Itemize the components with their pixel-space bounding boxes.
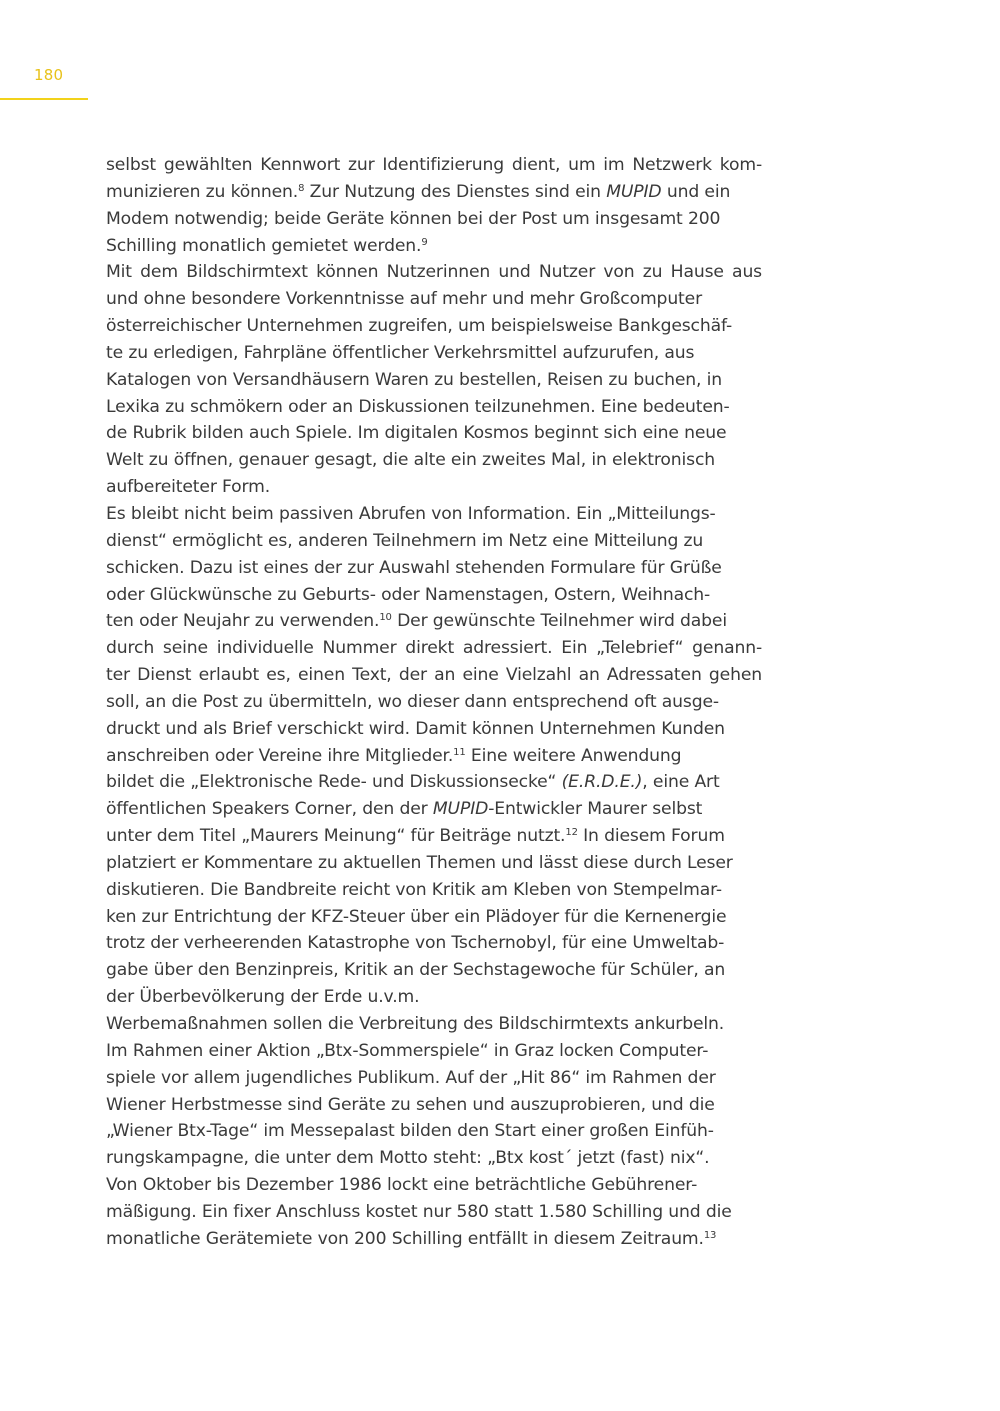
text-segment: und ein [661,181,731,202]
footnote-marker: 10 [379,612,392,624]
text-line [106,233,762,260]
footnote-marker: 9 [421,236,428,248]
text-segment: Der gewünschte Teilnehmer wird dabei [391,611,727,632]
italic-term: MUPID [606,181,662,202]
text-line: Es bleibt nicht beim passiven Abrufen von Information. Ein „Mitteilungs- [106,503,716,524]
text-line: te zu erledigen, Fahrpläne öffentlicher Verkehrsmittel aufzurufen, aus [106,342,695,363]
text-line: gabe über den Benzinpreis, Kritik an der Sechstagewoche für Schüler, an [106,960,726,981]
text-line: Katalogen von Versandhäusern Waren zu bestellen, Reisen zu buchen, in [106,369,723,390]
text-line: rungskampagne, die unter dem Motto steht: „Btx kost´ jetzt (fast) nix“. [106,1148,710,1169]
text-segment: bildet die „Elektronische Rede- und Diskussionsecke“ [106,772,562,793]
text-line: aufbereiteter Form. [106,477,271,498]
text-segment: öffentlichen Speakers Corner, den der [106,799,433,820]
footnote-marker: 12 [565,827,578,839]
footnote-marker: 8 [298,182,305,194]
text-line [106,823,762,850]
italic-term: MUPID [432,799,489,820]
footnote-marker: 11 [453,746,466,758]
text-line [106,743,762,770]
text-line: der Überbevölkerung der Erde u.v.m. [106,987,420,1008]
text-line: Modem notwendig; beide Geräte können bei der Post um insgesamt 200 [106,208,721,229]
text-line: Von Oktober bis Dezember 1986 lockt eine beträchtliche Gebührener- [106,1175,698,1196]
body-text [106,152,762,1253]
text-line: trotz der verheerenden Katastrophe von Tschernobyl, für eine Umweltab- [106,933,725,954]
italic-term: (E.R.D.E.) [561,772,643,793]
text-line: Lexika zu schmökern oder an Diskussionen teilzunehmen. Eine bedeuten- [106,396,730,417]
text-line: Mit dem Bildschirmtext können Nutzerinnen und Nutzer von zu Hause aus [106,262,762,283]
text-line: Werbemaßnahmen sollen die Verbreitung des Bildschirmtexts ankurbeln. [106,1014,725,1034]
text-line [106,769,762,796]
text-line: österreichischer Unternehmen zugreifen, um beispielsweise Bankgeschäf- [106,316,732,337]
text-segment: , eine Art [642,772,720,793]
page-number: 180 [34,66,64,84]
text-line: platziert er Kommentare zu aktuellen Themen und lässt diese durch Leser [106,852,733,873]
text-segment: Eine weitere Anwendung [465,745,682,766]
text-line: „Wiener Btx-Tage“ im Messepalast bilden den Start einer großen Einfüh- [106,1121,714,1142]
text-segment: unter dem Titel „Maurers Meinung“ für Beiträge nutzt. [106,826,566,847]
text-segment: anschreiben oder Vereine ihre Mitglieder. [106,745,454,766]
text-line: soll, an die Post zu übermitteln, wo dieser dann entsprechend oft ausge- [106,691,719,712]
text-line: selbst gewählten Kennwort zur Identifizierung dient, um im Netzwerk kom- [106,155,762,175]
text-line [106,608,762,635]
text-segment: -Entwickler Maurer selbst [488,799,703,820]
text-line: Welt zu öffnen, genauer gesagt, die alte ein zweites Mal, in elektronisch [106,450,715,471]
text-line [106,1226,762,1253]
text-line: ter Dienst erlaubt es, einen Text, der an eine Vielzahl an Adressaten gehen [106,665,762,686]
footnote-marker: 13 [703,1229,717,1241]
text-segment: Schilling monatlich gemietet werden. [106,235,422,256]
text-line: mäßigung. Ein fixer Anschluss kostet nur 580 statt 1.580 Schilling und die [106,1201,732,1222]
text-line: schicken. Dazu ist eines der zur Auswahl stehenden Formulare für Grüße [106,557,722,578]
text-line: Im Rahmen einer Aktion „Btx-Sommerspiele“ in Graz locken Computer- [106,1040,709,1061]
text-line: oder Glückwünsche zu Geburts- oder Namenstagen, Ostern, Weihnach- [106,584,711,605]
text-line: diskutieren. Die Bandbreite reicht von Kritik am Kleben von Stempelmar- [106,879,722,900]
text-segment: monatliche Gerätemiete von 200 Schilling entfällt in diesem Zeitraum. [106,1228,704,1249]
text-segment: ten oder Neujahr zu verwenden. [106,611,380,632]
text-segment: In diesem Forum [577,826,725,847]
text-line: durch seine individuelle Nummer direkt adressiert. Ein „Telebrief“ genann- [106,638,762,659]
text-line [106,179,762,206]
text-segment: Zur Nutzung des Dienstes sind ein [304,181,607,202]
text-line: spiele vor allem jugendliches Publikum. Auf der „Hit 86“ im Rahmen der [106,1067,716,1088]
text-line: Wiener Herbstmesse sind Geräte zu sehen und auszuprobieren, und die [106,1094,715,1115]
text-line: de Rubrik bilden auch Spiele. Im digitalen Kosmos beginnt sich eine neue [106,423,727,444]
text-line [106,796,762,823]
text-line: und ohne besondere Vorkenntnisse auf mehr und mehr Großcomputer [106,289,702,310]
text-line: druckt und als Brief verschickt wird. Damit können Unternehmen Kunden [106,718,725,739]
text-line: ken zur Entrichtung der KFZ-Steuer über ein Plädoyer für die Kernenergie [106,906,727,927]
text-line: dienst“ ermöglicht es, anderen Teilnehmern im Netz eine Mitteilung zu [106,530,704,551]
text-segment: munizieren zu können. [106,181,299,202]
page-number-rule [0,98,88,100]
